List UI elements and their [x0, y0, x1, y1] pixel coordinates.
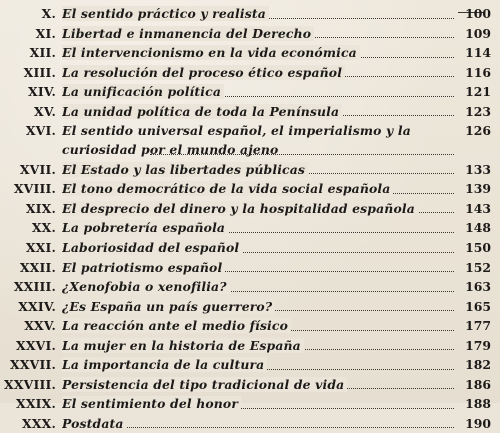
chapter-title-text: El sentido práctico y realista	[62, 6, 269, 21]
chapter-title	[62, 375, 458, 395]
toc-entry	[0, 316, 500, 336]
toc-entry	[0, 4, 500, 24]
chapter-title-text: El patriotismo español	[62, 260, 225, 275]
chapter-number: XXIX.	[16, 396, 56, 412]
page-number: 150	[465, 239, 491, 255]
chapter-number: XXII.	[19, 259, 56, 275]
chapter-number: XV.	[34, 103, 56, 119]
chapter-title-text: El intervencionismo en la vida económica	[62, 45, 360, 60]
toc-entry	[0, 414, 500, 433]
chapter-title-text: ¿Es España un país guerrero?	[62, 299, 275, 314]
chapter-title-text: El sentido universal español, el imperialismo y la curiosidad por el mundo ajeno	[62, 123, 411, 158]
chapter-title	[62, 160, 458, 180]
chapter-number: XII.	[29, 45, 56, 61]
toc-entry	[0, 160, 500, 180]
table-of-contents	[0, 4, 500, 433]
chapter-title	[62, 199, 458, 219]
chapter-number: XX.	[31, 220, 56, 236]
chapter-title	[62, 238, 458, 258]
page-number: 188	[465, 396, 491, 412]
chapter-title	[62, 316, 458, 336]
chapter-number: XI.	[35, 25, 56, 41]
page-number: 165	[465, 298, 491, 314]
chapter-title	[62, 24, 458, 44]
toc-entry	[0, 297, 500, 317]
page-number: 114	[465, 45, 491, 61]
chapter-number: XXVIII.	[4, 376, 56, 392]
toc-entry	[0, 355, 500, 375]
toc-entry	[0, 336, 500, 356]
chapter-title	[62, 336, 458, 356]
chapter-title-text: Laboriosidad del español	[62, 240, 242, 255]
page-number: 148	[465, 220, 491, 236]
chapter-title-text: Libertad e inmanencia del Derecho	[62, 26, 314, 41]
chapter-title-text: La pobretería española	[62, 220, 228, 235]
chapter-title	[62, 355, 458, 375]
page-number: 190	[465, 415, 491, 431]
toc-entry	[0, 63, 500, 83]
chapter-title	[62, 297, 458, 317]
chapter-title-text: La importancia de la cultura	[62, 357, 267, 372]
page-number: 116	[465, 64, 491, 80]
chapter-title	[62, 277, 458, 297]
page-number: 133	[465, 161, 491, 177]
page-number: 177	[465, 318, 491, 334]
chapter-number: XXV.	[24, 318, 56, 334]
chapter-title-text: El desprecio del dinero y la hospitalidad española	[62, 201, 418, 216]
toc-entry	[0, 394, 500, 414]
chapter-number: X.	[41, 6, 56, 21]
chapter-title-text: El sentimiento del honor	[62, 396, 241, 411]
chapter-title-text: La mujer en la historia de España	[62, 338, 304, 353]
toc-entry	[0, 24, 500, 44]
chapter-title-text: La unidad política de toda la Península	[62, 104, 342, 119]
page-number: 186	[465, 376, 491, 392]
chapter-number: XXX.	[22, 415, 56, 431]
toc-entry	[0, 82, 500, 102]
chapter-title	[62, 63, 458, 83]
page-number: 163	[465, 279, 491, 295]
chapter-title	[62, 102, 458, 122]
chapter-title-text: Persistencia del tipo tradicional de vida	[62, 377, 347, 392]
toc-entry	[0, 277, 500, 297]
page-number: 139	[465, 181, 491, 197]
chapter-number: XIII.	[23, 64, 56, 80]
chapter-title-text: El tono democrático de la vida social española	[62, 181, 393, 196]
page-number: 126	[465, 123, 491, 139]
chapter-title-text: La unificación política	[62, 84, 224, 99]
page-number: 121	[465, 84, 491, 100]
page-number: 179	[465, 337, 491, 353]
chapter-number: XXVI.	[16, 337, 56, 353]
chapter-title	[62, 414, 458, 433]
chapter-title	[62, 179, 458, 199]
chapter-title-text: ¿Xenofobia o xenofilia?	[62, 279, 230, 294]
chapter-number: XXI.	[25, 239, 56, 255]
chapter-number: XVI.	[25, 123, 56, 139]
chapter-number: XXVII.	[10, 357, 56, 373]
chapter-number: XVII.	[19, 161, 56, 177]
chapter-title	[62, 218, 458, 238]
chapter-number: XVIII.	[13, 181, 56, 197]
chapter-title-text: El Estado y las libertades públicas	[62, 162, 308, 177]
chapter-title	[62, 394, 458, 414]
toc-entry	[0, 375, 500, 395]
chapter-number: XXIV.	[18, 298, 56, 314]
chapter-title-text: Postdata	[62, 416, 127, 431]
chapter-title	[62, 4, 458, 24]
page-number: 123	[465, 103, 491, 119]
page-number: 100	[465, 6, 491, 21]
toc-entry	[0, 121, 500, 160]
page-number: 109	[465, 25, 491, 41]
chapter-title	[62, 43, 458, 63]
toc-entry	[0, 258, 500, 278]
toc-entry	[0, 238, 500, 258]
chapter-title-text: La reacción ante el medio físico	[62, 318, 291, 333]
page-number: 182	[465, 357, 491, 373]
page-number: 152	[465, 259, 491, 275]
chapter-title	[62, 258, 458, 278]
page-number: 143	[465, 200, 491, 216]
chapter-title	[62, 82, 458, 102]
chapter-number: XXIII.	[13, 279, 56, 295]
toc-entry	[0, 43, 500, 63]
chapter-title-text: La resolución del proceso ético español	[62, 65, 345, 80]
toc-entry	[0, 179, 500, 199]
toc-entry	[0, 199, 500, 219]
chapter-number: XIX.	[25, 200, 56, 216]
chapter-number: XIV.	[28, 84, 56, 100]
toc-entry	[0, 102, 500, 122]
toc-entry	[0, 218, 500, 238]
